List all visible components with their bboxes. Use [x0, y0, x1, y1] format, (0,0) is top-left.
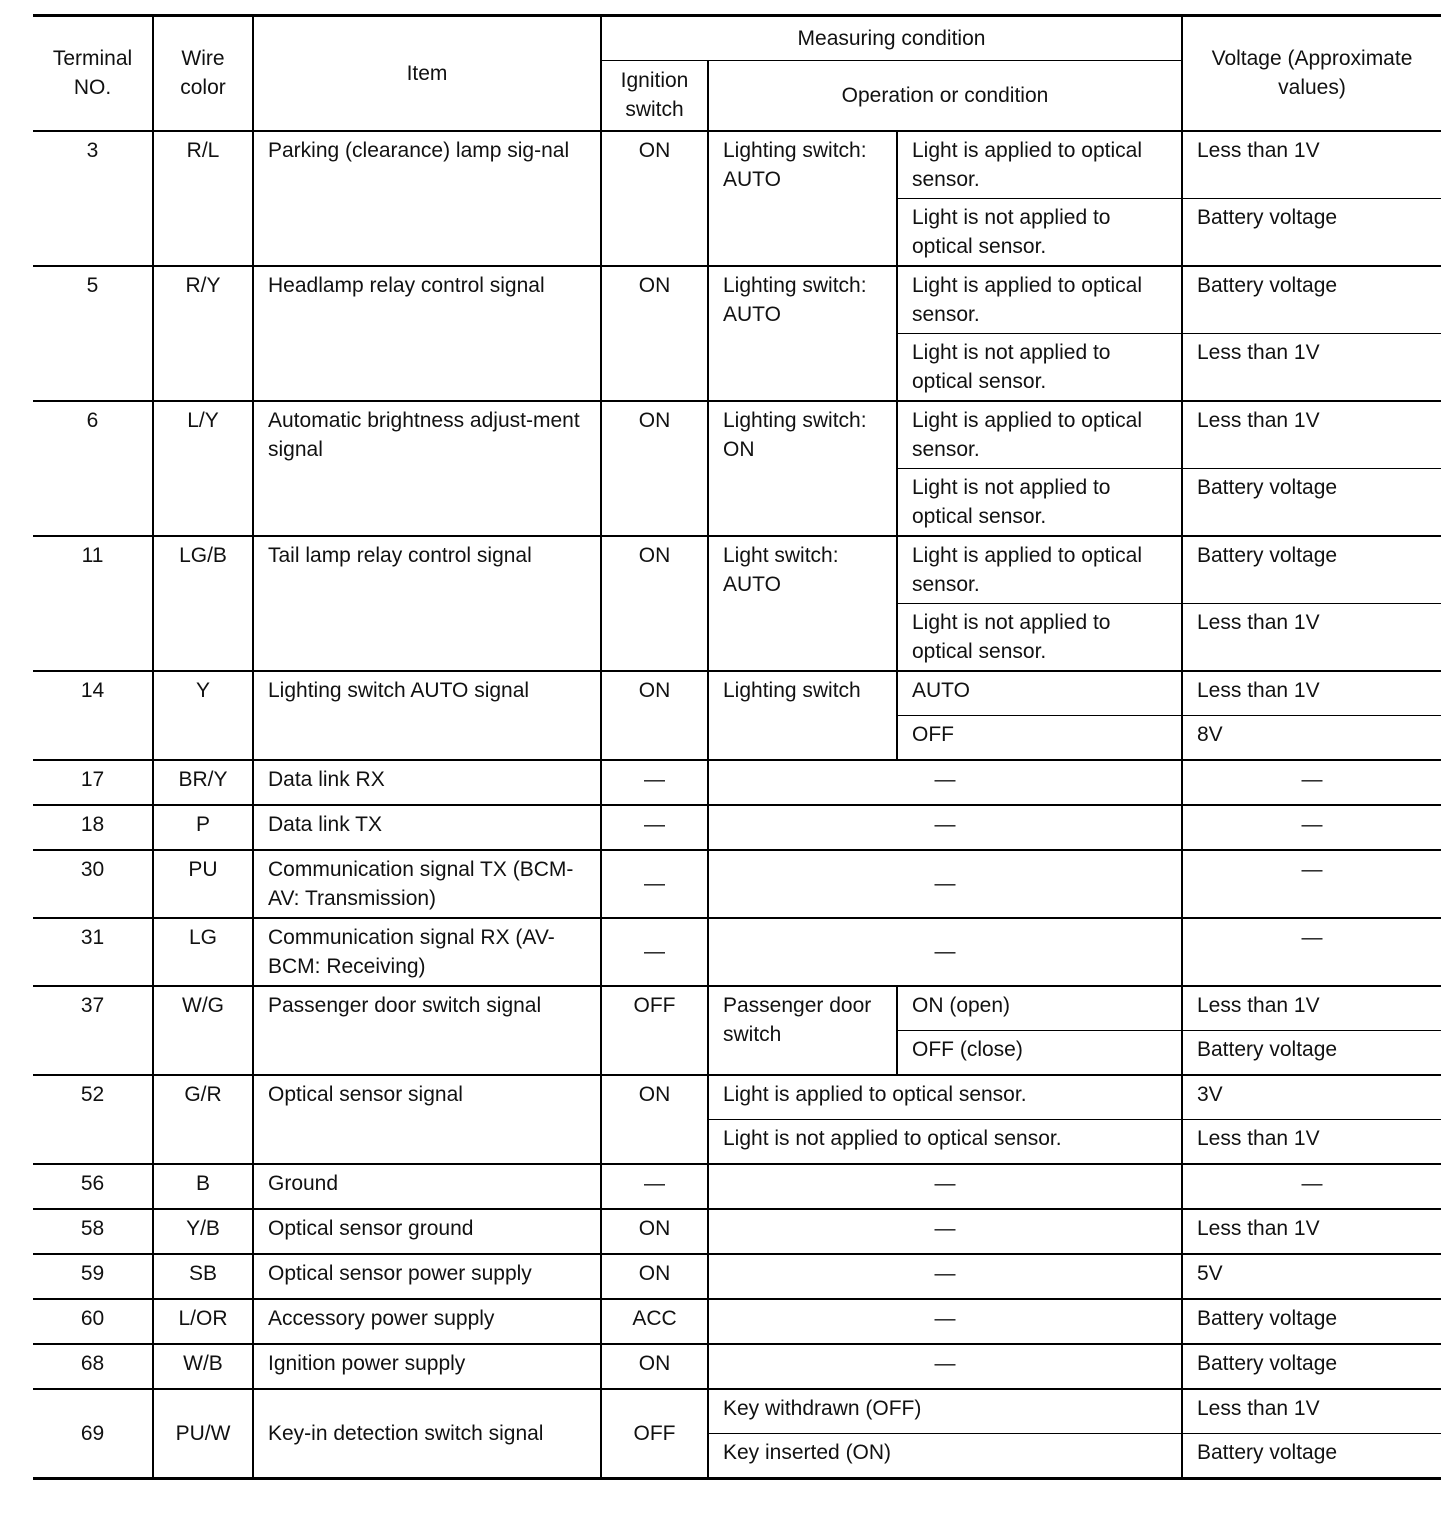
terminal-no: 59 [33, 1254, 153, 1299]
condition: Light is applied to optical sensor. [897, 131, 1182, 199]
table-row [33, 1344, 1441, 1389]
voltage: Less than 1V [1182, 1119, 1441, 1164]
condition: Light is applied to optical sensor. [897, 536, 1182, 604]
terminal-no: 5 [33, 266, 153, 401]
voltage: — [1182, 850, 1441, 918]
ignition-switch: — [601, 805, 708, 850]
voltage: Less than 1V [1182, 603, 1441, 671]
table-row [33, 1299, 1441, 1344]
ignition-switch: OFF [601, 1389, 708, 1479]
ignition-switch: — [601, 760, 708, 805]
item: Optical sensor ground [253, 1209, 601, 1254]
operation: Passenger door switch [708, 986, 897, 1075]
item: Optical sensor signal [253, 1075, 601, 1164]
wire-color: L/OR [153, 1299, 253, 1344]
ignition-switch: ON [601, 1344, 708, 1389]
ignition-switch: — [601, 850, 708, 918]
condition: Light is applied to optical sensor. [897, 401, 1182, 469]
item: Optical sensor power supply [253, 1254, 601, 1299]
table-row [33, 850, 1441, 918]
item: Headlamp relay control signal [253, 266, 601, 401]
wire-color: LG [153, 918, 253, 986]
condition: Light is not applied to optical sensor. [897, 603, 1182, 671]
terminal-no: 6 [33, 401, 153, 536]
condition: Key inserted (ON) [708, 1433, 1182, 1478]
terminal-no: 3 [33, 131, 153, 266]
table-row [33, 1164, 1441, 1209]
operation: — [708, 1344, 1182, 1389]
item: Communication signal TX (BCM-AV: Transmission) [253, 850, 601, 918]
table-row [33, 986, 1441, 1031]
item: Lighting switch AUTO signal [253, 671, 601, 760]
ignition-switch: ACC [601, 1299, 708, 1344]
wire-color: P [153, 805, 253, 850]
terminal-no: 69 [33, 1389, 153, 1479]
wire-color: LG/B [153, 536, 253, 671]
voltage: Less than 1V [1182, 986, 1441, 1031]
operation: — [708, 918, 1182, 986]
condition: OFF [897, 715, 1182, 760]
table-row [33, 1209, 1441, 1254]
terminal-no: 60 [33, 1299, 153, 1344]
operation: Light switch: AUTO [708, 536, 897, 671]
voltage: 8V [1182, 715, 1441, 760]
terminal-no: 18 [33, 805, 153, 850]
condition: Light is not applied to optical sensor. [897, 333, 1182, 401]
voltage: — [1182, 760, 1441, 805]
operation: Lighting switch: ON [708, 401, 897, 536]
header-terminal-no: Terminal NO. [33, 16, 153, 131]
operation: — [708, 760, 1182, 805]
operation: — [708, 1209, 1182, 1254]
table-row [33, 760, 1441, 805]
item: Accessory power supply [253, 1299, 601, 1344]
terminal-no: 14 [33, 671, 153, 760]
operation: Lighting switch: AUTO [708, 266, 897, 401]
ignition-switch: ON [601, 1209, 708, 1254]
voltage: — [1182, 1164, 1441, 1209]
condition: Light is not applied to optical sensor. [897, 198, 1182, 266]
header-wire-color: Wire color [153, 16, 253, 131]
header-voltage: Voltage (Approximate values) [1182, 16, 1441, 131]
ignition-switch: ON [601, 266, 708, 401]
terminal-no: 52 [33, 1075, 153, 1164]
terminal-no: 11 [33, 536, 153, 671]
ignition-switch: — [601, 1164, 708, 1209]
condition: Light is applied to optical sensor. [897, 266, 1182, 334]
voltage: Battery voltage [1182, 468, 1441, 536]
item: Tail lamp relay control signal [253, 536, 601, 671]
voltage: Battery voltage [1182, 1344, 1441, 1389]
operation: — [708, 850, 1182, 918]
voltage: Battery voltage [1182, 536, 1441, 604]
header-operation-or-condition: Operation or condition [708, 61, 1182, 131]
item: Ignition power supply [253, 1344, 601, 1389]
operation: — [708, 1299, 1182, 1344]
voltage: Battery voltage [1182, 1433, 1441, 1478]
wire-color: PU [153, 850, 253, 918]
wire-color: R/L [153, 131, 253, 266]
ignition-switch: ON [601, 131, 708, 266]
voltage: — [1182, 918, 1441, 986]
item: Automatic brightness adjust-ment signal [253, 401, 601, 536]
ignition-switch: ON [601, 671, 708, 760]
wire-color: Y [153, 671, 253, 760]
wire-color: W/G [153, 986, 253, 1075]
wire-color: G/R [153, 1075, 253, 1164]
condition: ON (open) [897, 986, 1182, 1031]
table-row [33, 1389, 1441, 1434]
wire-color: Y/B [153, 1209, 253, 1254]
wire-color: W/B [153, 1344, 253, 1389]
voltage: Less than 1V [1182, 1209, 1441, 1254]
table-row [33, 671, 1441, 716]
terminal-no: 17 [33, 760, 153, 805]
voltage: — [1182, 805, 1441, 850]
condition: Light is applied to optical sensor. [708, 1075, 1182, 1120]
voltage: Less than 1V [1182, 131, 1441, 199]
table-row [33, 131, 1441, 199]
table-row [33, 1075, 1441, 1120]
voltage: Battery voltage [1182, 266, 1441, 334]
voltage: Less than 1V [1182, 1389, 1441, 1434]
condition: AUTO [897, 671, 1182, 716]
item: Key-in detection switch signal [253, 1389, 601, 1479]
terminal-no: 68 [33, 1344, 153, 1389]
table-row [33, 918, 1441, 986]
operation: — [708, 805, 1182, 850]
voltage: Battery voltage [1182, 198, 1441, 266]
table-row [33, 266, 1441, 334]
voltage: Battery voltage [1182, 1030, 1441, 1075]
voltage: Battery voltage [1182, 1299, 1441, 1344]
table-row [33, 1254, 1441, 1299]
table-row [33, 536, 1441, 604]
table-row [33, 401, 1441, 469]
wire-color: PU/W [153, 1389, 253, 1479]
ignition-switch: OFF [601, 986, 708, 1075]
voltage: Less than 1V [1182, 401, 1441, 469]
item: Parking (clearance) lamp sig-nal [253, 131, 601, 266]
voltage: 3V [1182, 1075, 1441, 1120]
voltage: 5V [1182, 1254, 1441, 1299]
wire-color: SB [153, 1254, 253, 1299]
operation: Lighting switch [708, 671, 897, 760]
ignition-switch: ON [601, 401, 708, 536]
wire-color: B [153, 1164, 253, 1209]
voltage: Less than 1V [1182, 333, 1441, 401]
table-body [33, 131, 1441, 1479]
condition: Light is not applied to optical sensor. [708, 1119, 1182, 1164]
terminal-no: 58 [33, 1209, 153, 1254]
condition: Key withdrawn (OFF) [708, 1389, 1182, 1434]
wire-color: BR/Y [153, 760, 253, 805]
terminal-no: 37 [33, 986, 153, 1075]
ignition-switch: ON [601, 1075, 708, 1164]
condition: OFF (close) [897, 1030, 1182, 1075]
table-header [33, 16, 1441, 131]
operation: Lighting switch: AUTO [708, 131, 897, 266]
header-measuring-condition: Measuring condition [601, 16, 1182, 61]
condition: Light is not applied to optical sensor. [897, 468, 1182, 536]
header-ignition-switch: Ignition switch [601, 61, 708, 131]
terminal-table [33, 14, 1441, 1480]
header-item: Item [253, 16, 601, 131]
wire-color: R/Y [153, 266, 253, 401]
table-row [33, 805, 1441, 850]
terminal-no: 30 [33, 850, 153, 918]
item: Ground [253, 1164, 601, 1209]
wire-color: L/Y [153, 401, 253, 536]
ignition-switch: ON [601, 1254, 708, 1299]
voltage: Less than 1V [1182, 671, 1441, 716]
ignition-switch: — [601, 918, 708, 986]
item: Communication signal RX (AV-BCM: Receiving) [253, 918, 601, 986]
item: Passenger door switch signal [253, 986, 601, 1075]
operation: — [708, 1164, 1182, 1209]
item: Data link RX [253, 760, 601, 805]
terminal-no: 31 [33, 918, 153, 986]
terminal-no: 56 [33, 1164, 153, 1209]
ignition-switch: ON [601, 536, 708, 671]
operation: — [708, 1254, 1182, 1299]
item: Data link TX [253, 805, 601, 850]
